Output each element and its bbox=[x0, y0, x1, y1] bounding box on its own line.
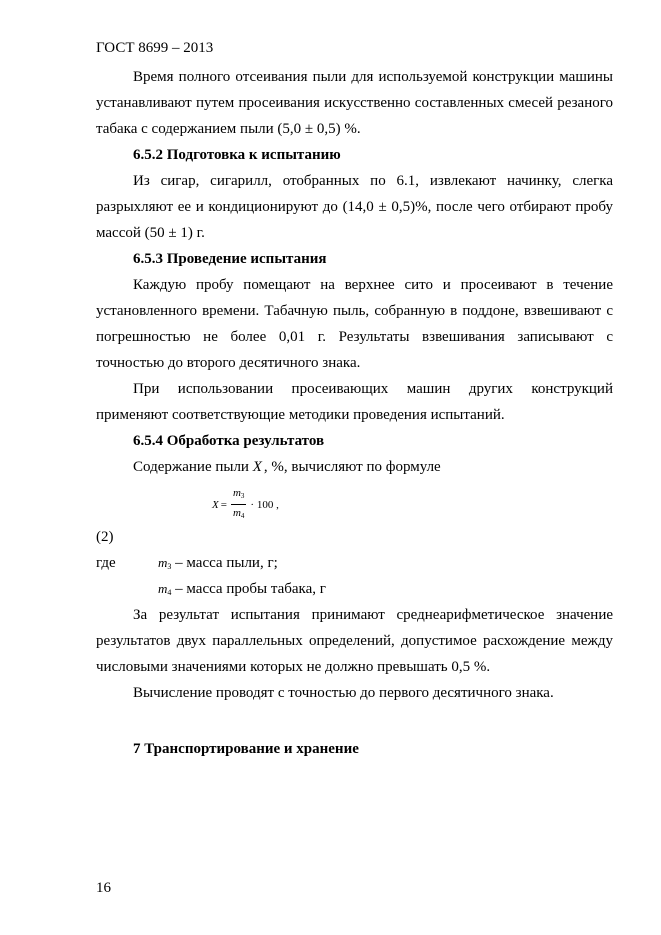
formula-introduction bbox=[96, 454, 613, 480]
paragraph-result: За результат испытания принимают среднеарифметическое значение результатов двух параллельных определений, допустимое расхождение между числовыми значениями которых не должно превышать 0,5 %. bbox=[96, 607, 613, 675]
item2-var-letter: m bbox=[158, 581, 168, 596]
section-heading-7: 7 Транспортирование и хранение bbox=[133, 741, 359, 757]
item2-description: – масса пробы табака, г bbox=[171, 581, 326, 597]
section-heading-6-5-4: 6.5.4 Обработка результатов bbox=[133, 433, 325, 449]
item1-description: – масса пыли, г; bbox=[171, 555, 278, 571]
numerator-variable: m bbox=[232, 487, 241, 499]
section-heading-6-5-2: 6.5.2 Подготовка к испытанию bbox=[133, 147, 341, 163]
document-header: ГОСТ 8699 – 2013 bbox=[96, 40, 214, 56]
paragraph-other-machines: При использовании просеивающих машин других конструкций применяют соответствующие методики проведения испытаний. bbox=[96, 381, 613, 423]
formula-intro-text-end: , %, вычисляют по формуле bbox=[263, 459, 441, 475]
page-number: 16 bbox=[96, 880, 111, 896]
formula-intro-variable: X bbox=[252, 459, 262, 475]
where-item2-variable bbox=[158, 581, 171, 596]
formula-intro-text: Содержание пыли bbox=[133, 459, 253, 475]
paragraph-preparation: Из сигар, сигарилл, отобранных по 6.1, извлекают начинку, слегка разрыхляют ее и кондиционируют до (14,0 ± 0,5)%, после чего отбирают пробу массой (50 ± 1) г. bbox=[96, 173, 613, 241]
formula-equals: = bbox=[220, 498, 227, 511]
item2-var-subscript: 4 bbox=[167, 588, 172, 597]
item1-var-letter: m bbox=[158, 555, 168, 570]
where-item-sample-mass bbox=[158, 576, 326, 602]
paragraph-procedure: Каждую пробу помещают на верхнее сито и просеивают в течение установленного времени. Табачную пыль, собранную в поддоне, взвешивают с погрешностью не более 0,01 г. Результаты взвешивания записывают с точностью до второго десятичного знака. bbox=[96, 277, 613, 371]
where-row-sample-mass bbox=[96, 576, 613, 602]
formula-number: (2) bbox=[96, 529, 114, 545]
formula-block bbox=[96, 482, 613, 524]
formula-numerator bbox=[231, 486, 246, 505]
formula-denominator bbox=[231, 505, 246, 523]
numerator-subscript: 3 bbox=[240, 492, 245, 500]
paragraph-sieving-time: Время полного отсеивания пыли для используемой конструкции машины устанавливают путем просеивания искусственно составленных смесей резаного табака с содержанием пыли (5,0 ± 0,5) %. bbox=[96, 69, 613, 137]
where-row-dust-mass bbox=[96, 550, 613, 576]
paragraph-precision: Вычисление проводят с точностью до первого десятичного знака. bbox=[133, 685, 554, 701]
denominator-subscript: 4 bbox=[240, 512, 245, 520]
formula-lhs: X bbox=[212, 498, 219, 511]
denominator-variable: m bbox=[232, 507, 241, 519]
document-body bbox=[96, 64, 613, 762]
item1-var-subscript: 3 bbox=[167, 562, 172, 571]
where-item1-variable bbox=[158, 555, 171, 570]
section-heading-6-5-3: 6.5.3 Проведение испытания bbox=[133, 251, 327, 267]
formula-multiplier: · 100 , bbox=[250, 498, 279, 511]
formula-fraction bbox=[231, 486, 246, 523]
where-label: где bbox=[96, 555, 116, 571]
formula-expression bbox=[212, 486, 279, 523]
where-item-dust-mass bbox=[158, 550, 278, 576]
